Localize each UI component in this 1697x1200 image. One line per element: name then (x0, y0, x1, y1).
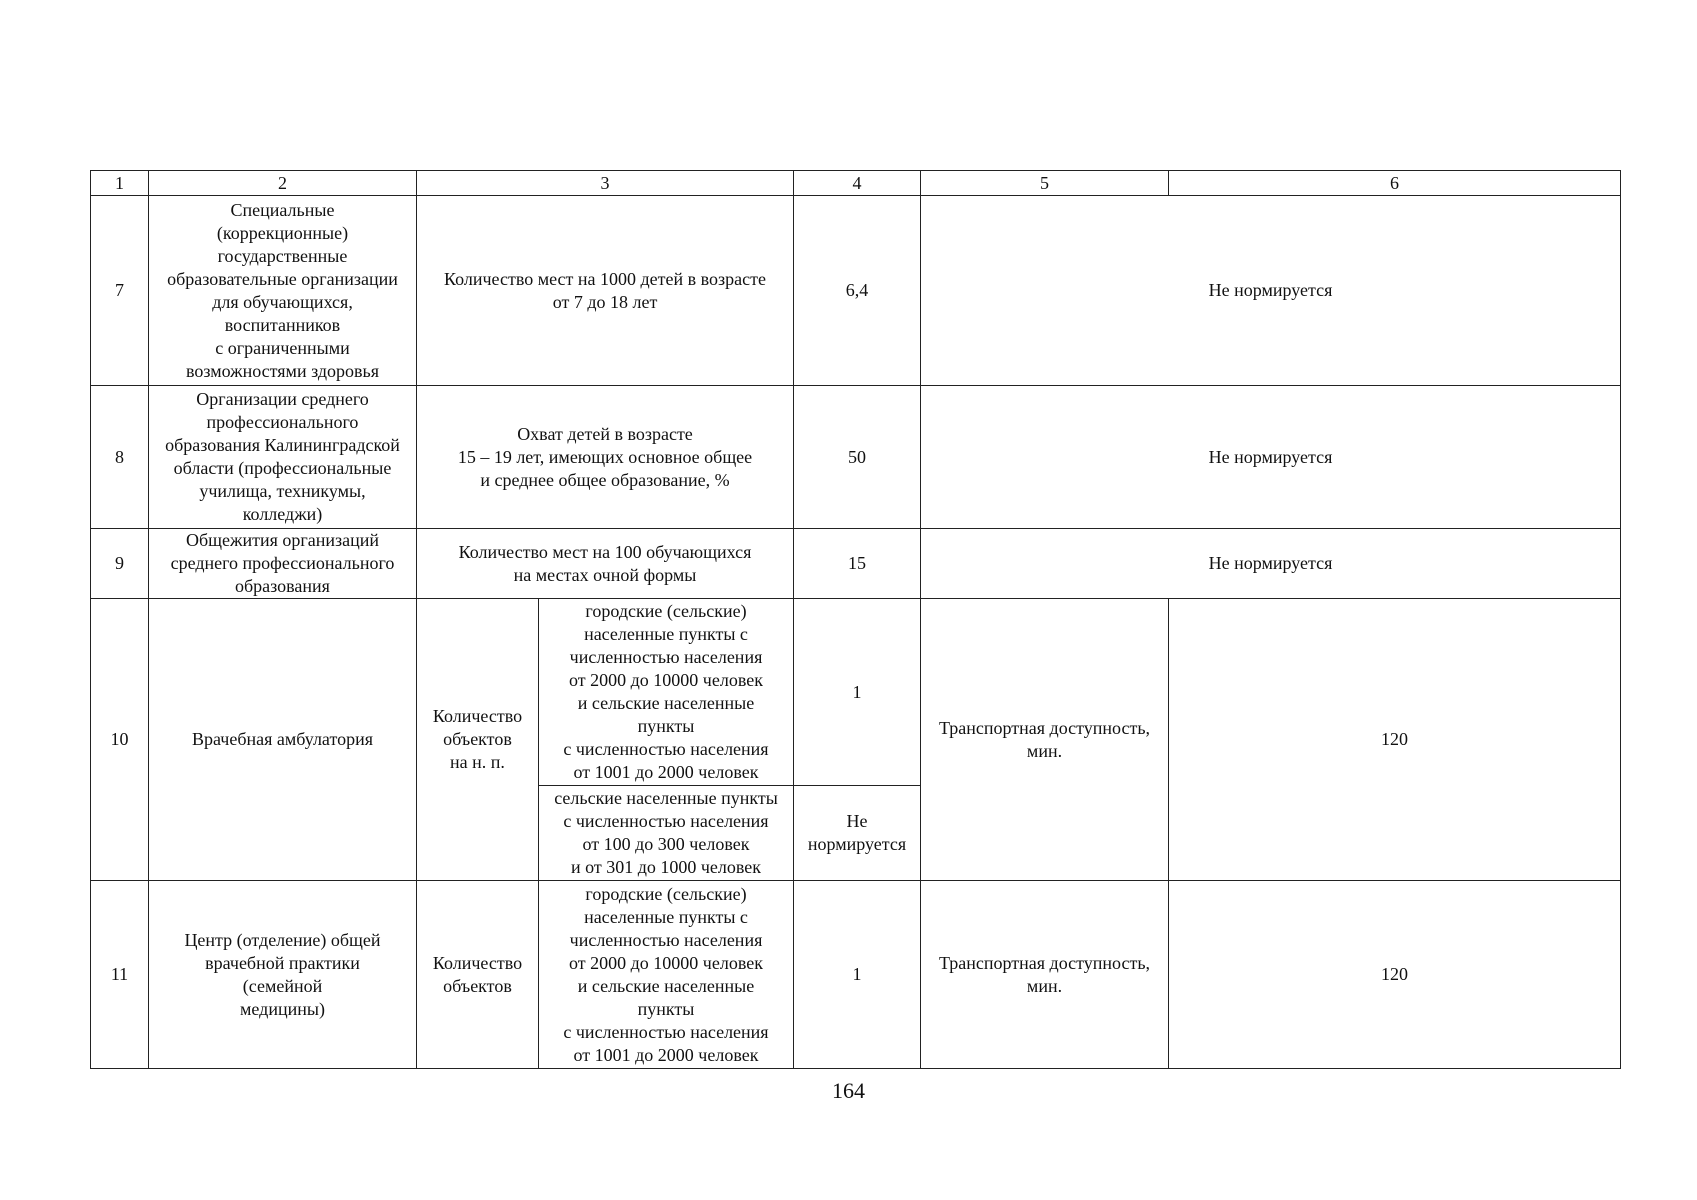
row-number: 8 (91, 386, 149, 529)
table-row (91, 386, 1621, 529)
table-row (91, 881, 1621, 1069)
condition-cell: сельские населенные пункты с численностью населения от 100 до 300 человек и от 301 до 1000 человек (539, 786, 794, 881)
condition-cell: городские (сельские) населенные пункты с численностью населения от 2000 до 10000 человек и сельские населенные пункты с численностью населения от 1001 до 2000 человек (539, 599, 794, 786)
value-cell: 1 (794, 881, 921, 1069)
object-name: Организации среднего профессионального образования Калининградской области (профессиональные училища, техникумы, колледжи) (149, 386, 417, 529)
access-cell: Не нормируется (921, 196, 1621, 386)
header-col-1: 1 (91, 171, 149, 196)
value-cell: 1 (794, 599, 921, 786)
access-value-cell: 120 (1169, 881, 1621, 1069)
header-col-4: 4 (794, 171, 921, 196)
object-name: Общежития организаций среднего профессионального образования (149, 529, 417, 599)
value-cell: 15 (794, 529, 921, 599)
page-number: 164 (832, 1078, 865, 1103)
row-number: 7 (91, 196, 149, 386)
value-cell: 6,4 (794, 196, 921, 386)
object-name: Врачебная амбулатория (149, 599, 417, 881)
access-cell: Не нормируется (921, 386, 1621, 529)
access-value-cell: 120 (1169, 599, 1621, 881)
norms-table (90, 170, 1621, 1069)
header-col-6: 6 (1169, 171, 1621, 196)
row-number: 9 (91, 529, 149, 599)
indicator-cell: Количество мест на 100 обучающихся на местах очной формы (417, 529, 794, 599)
indicator-cell: Количество объектов (417, 881, 539, 1069)
header-col-5: 5 (921, 171, 1169, 196)
table-row (91, 529, 1621, 599)
row-number: 11 (91, 881, 149, 1069)
object-name: Центр (отделение) общей врачебной практики (семейной медицины) (149, 881, 417, 1069)
value-cell: 50 (794, 386, 921, 529)
header-row (91, 171, 1621, 196)
header-col-2: 2 (149, 171, 417, 196)
table-row (91, 599, 1621, 786)
access-label-cell: Транспортная доступность, мин. (921, 881, 1169, 1069)
indicator-cell: Количество объектов на н. п. (417, 599, 539, 881)
access-cell: Не нормируется (921, 529, 1621, 599)
condition-cell: городские (сельские) населенные пункты с численностью населения от 2000 до 10000 человек и сельские населенные пункты с численностью населения от 1001 до 2000 человек (539, 881, 794, 1069)
header-col-3: 3 (417, 171, 794, 196)
indicator-cell: Количество мест на 1000 детей в возрасте от 7 до 18 лет (417, 196, 794, 386)
value-cell: Не нормируется (794, 786, 921, 881)
object-name: Специальные (коррекционные) государственные образовательные организации для обучающихся, воспитанников с ограниченными возможностями здоровья (149, 196, 417, 386)
access-label-cell: Транспортная доступность, мин. (921, 599, 1169, 881)
table-row (91, 196, 1621, 386)
indicator-cell: Охват детей в возрасте 15 – 19 лет, имеющих основное общее и среднее общее образование, % (417, 386, 794, 529)
row-number: 10 (91, 599, 149, 881)
